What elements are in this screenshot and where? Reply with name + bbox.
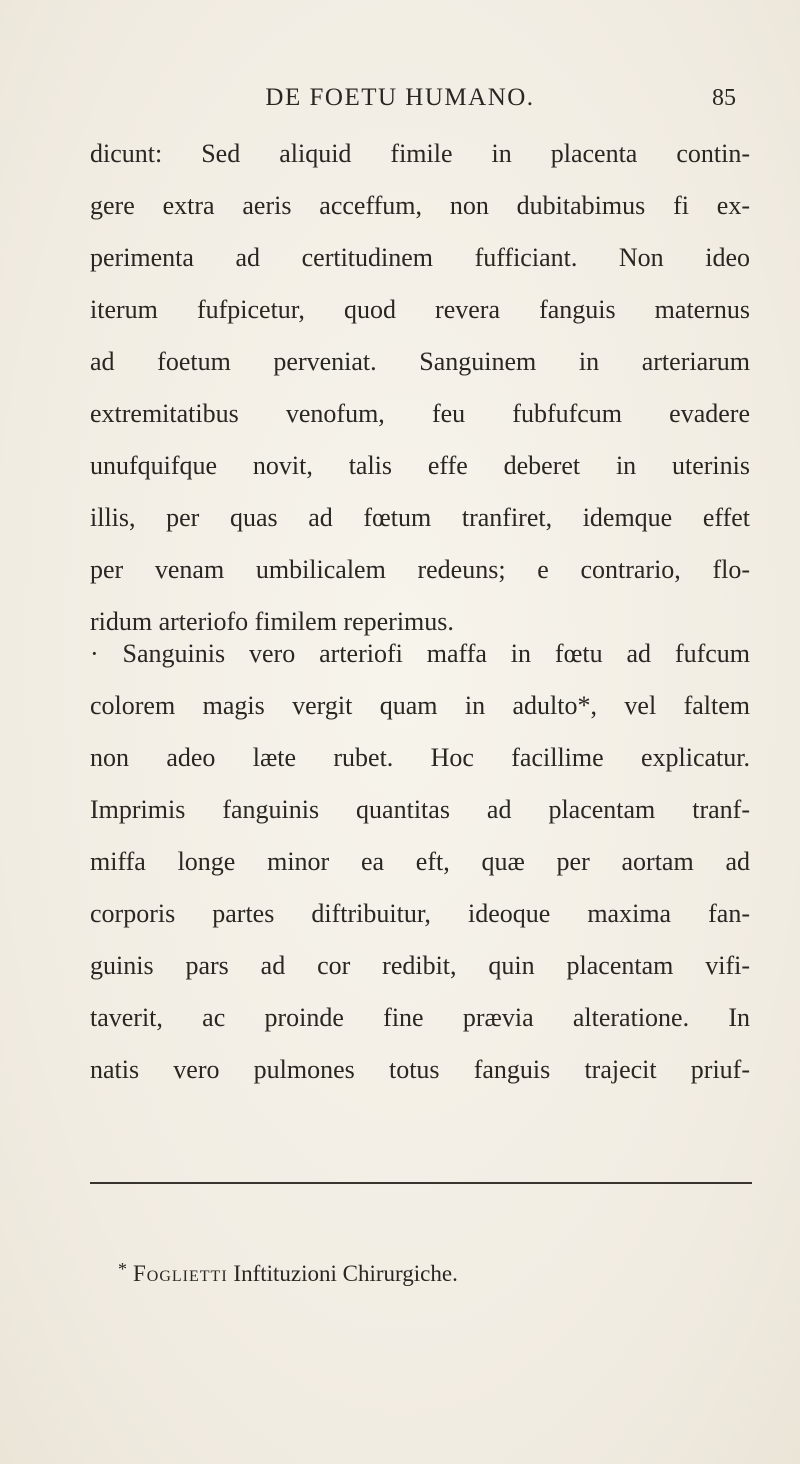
text-line: guinis pars ad cor redibit, quin placentam vifi-: [90, 951, 750, 980]
running-title: DE FOETU HUMANO.: [265, 84, 535, 111]
text-line: natis vero pulmones totus fanguis trajecit priuf-: [90, 1055, 750, 1084]
text-line: corporis partes diftribuitur, ideoque maxima fan-: [90, 899, 750, 928]
text-line: illis, per quas ad fœtum tranfiret, idemque effet: [90, 503, 750, 532]
text-line: extremitatibus venofum, feu fubfufcum evadere: [90, 399, 750, 428]
text-line: miffa longe minor ea eft, quæ per aortam ad: [90, 847, 750, 876]
footnote-title: Inftituzioni Chirurgiche.: [233, 1261, 458, 1286]
text-line: per venam umbilicalem redeuns; e contrario, flo-: [90, 555, 750, 584]
text-line: ridum arteriofo fimilem reperimus.: [90, 607, 454, 636]
text-line: gere extra aeris acceffum, non dubitabimus fi ex-: [90, 191, 750, 220]
text-line: colorem magis vergit quam in adulto*, vel faltem: [90, 691, 750, 720]
page-header: [0, 78, 800, 118]
footnote-author: Foglietti: [133, 1261, 228, 1286]
footnote-mark: *: [118, 1259, 127, 1279]
text-line: Imprimis fanguinis quantitas ad placentam tranf-: [90, 795, 750, 824]
text-line: non adeo læte rubet. Hoc facillime explicatur.: [90, 743, 750, 772]
footnote-divider: [90, 1182, 752, 1184]
page-number: 85: [712, 85, 736, 111]
text-line: · Sanguinis vero arteriofi maffa in fœtu ad fufcum: [90, 639, 750, 668]
text-line: perimenta ad certitudinem fufficiant. Non ideo: [90, 243, 750, 272]
text-line: unufquifque novit, talis effe deberet in uterinis: [90, 451, 750, 480]
text-line: ad foetum perveniat. Sanguinem in arteriarum: [90, 347, 750, 376]
paragraph-1: [90, 128, 750, 648]
paragraph-2: [90, 628, 750, 1096]
text-line: iterum fufpicetur, quod revera fanguis maternus: [90, 295, 750, 324]
text-line: dicunt: Sed aliquid fimile in placenta contin-: [90, 139, 750, 168]
footnote: [118, 1252, 458, 1291]
text-line: taverit, ac proinde fine prævia alteratione. In: [90, 1003, 750, 1032]
